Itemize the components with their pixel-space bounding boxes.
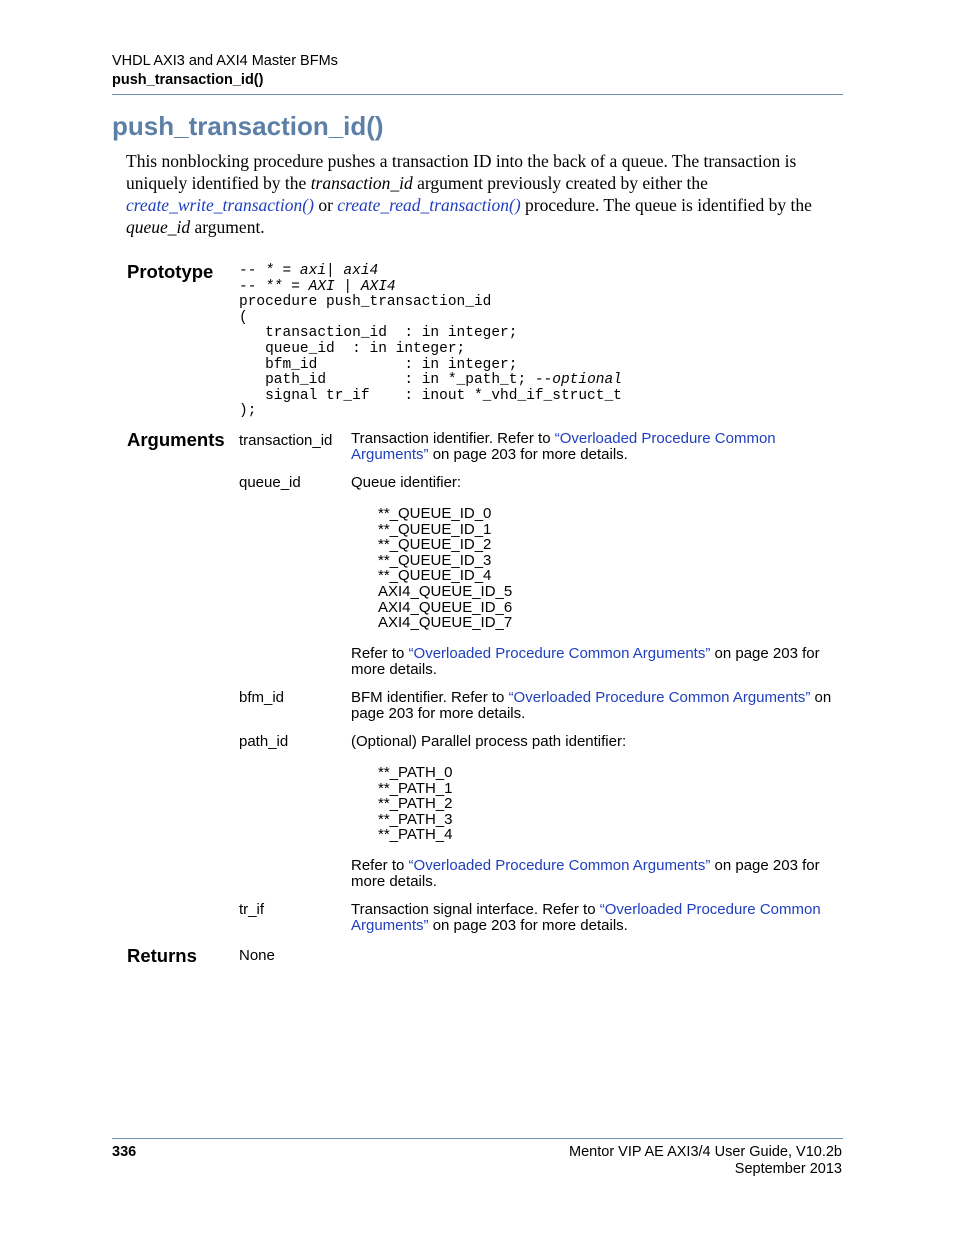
list-item: AXI4_QUEUE_ID_6	[378, 598, 513, 616]
arg-ref-queue-id: Refer to “Overloaded Procedure Common Arguments” on page 203 for more details.	[351, 645, 820, 678]
footer-guide-title: Mentor VIP AE AXI3/4 User Guide, V10.2b	[569, 1144, 842, 1160]
arg-name-queue-id: queue_id	[239, 474, 301, 491]
overloaded-args-link[interactable]: Arguments”	[351, 446, 429, 463]
header-rule	[112, 94, 843, 95]
arg-desc-tr-if: Transaction signal interface. Refer to “Overloaded Procedure Common Arguments” on page 203 for more details.	[351, 901, 821, 934]
queue-id-values	[378, 506, 512, 631]
arg-desc-transaction-id: Transaction identifier. Refer to “Overloaded Procedure Common Arguments” on page 203 for more details.	[351, 430, 776, 463]
list-item: **_QUEUE_ID_0	[378, 505, 492, 522]
running-header-chapter: VHDL AXI3 and AXI4 Master BFMs	[112, 53, 338, 69]
arguments-label: Arguments	[127, 429, 225, 450]
returns-label: Returns	[127, 945, 197, 966]
arg-desc-bfm-id: BFM identifier. Refer to “Overloaded Procedure Common Arguments” on page 203 for more details.	[351, 689, 832, 722]
footer-date: September 2013	[734, 1161, 842, 1177]
list-item: **_QUEUE_ID_1	[378, 520, 492, 538]
create-read-transaction-link[interactable]: create_read_transaction()	[337, 195, 521, 215]
prototype-code: -- * = axi| axi4 -- ** = AXI | AXI4 procedure push_transaction_id ( transaction_id : in integer; queue_id : in integer; bfm_id : in integer; path_id : in *_path_t; --optional signal tr_if : inout *_vhd_if_struct_t );	[239, 263, 622, 420]
list-item: AXI4_QUEUE_ID_7	[378, 614, 513, 632]
list-item: **_PATH_1	[378, 779, 453, 797]
footer-rule	[112, 1138, 843, 1139]
overloaded-args-link[interactable]: “Overloaded Procedure Common Arguments”	[408, 645, 711, 662]
list-item: **_PATH_4	[378, 826, 453, 844]
create-write-transaction-link[interactable]: create_write_transaction()	[126, 195, 314, 215]
arg-name-bfm-id: bfm_id	[239, 689, 285, 706]
list-item: **_PATH_3	[378, 810, 453, 828]
overloaded-args-link[interactable]: “Overloaded Procedure Common Arguments”	[508, 689, 811, 706]
arg-desc-path-id: (Optional) Parallel process path identifier:	[351, 733, 627, 750]
overloaded-args-link[interactable]: “Overloaded Procedure Common	[554, 430, 776, 447]
list-item: **_QUEUE_ID_2	[378, 536, 492, 554]
transaction-id-term: transaction_id	[310, 173, 413, 193]
page-title: push_transaction_id()	[112, 111, 384, 141]
queue-id-term: queue_id	[126, 217, 191, 237]
arg-name-transaction-id: transaction_id	[239, 432, 333, 449]
list-item: AXI4_QUEUE_ID_5	[378, 582, 513, 600]
footer-guide-info	[569, 1144, 842, 1178]
overloaded-args-link[interactable]: Arguments”	[351, 917, 429, 934]
list-item: **_QUEUE_ID_4	[378, 567, 492, 585]
list-item: **_QUEUE_ID_3	[378, 551, 492, 569]
returns-value: None	[239, 947, 275, 964]
overloaded-args-link[interactable]: “Overloaded Procedure Common Arguments”	[408, 857, 711, 874]
overloaded-args-link[interactable]: “Overloaded Procedure Common	[599, 901, 821, 918]
list-item: **_PATH_0	[378, 764, 453, 781]
arg-name-tr-if: tr_if	[239, 901, 265, 918]
arg-desc-queue-id: Queue identifier:	[351, 474, 462, 491]
path-id-values	[378, 765, 452, 843]
page-number: 336	[112, 1144, 137, 1160]
prototype-label: Prototype	[127, 261, 214, 282]
list-item: **_PATH_2	[378, 795, 453, 813]
arg-ref-path-id: Refer to “Overloaded Procedure Common Arguments” on page 203 for more details.	[351, 857, 820, 890]
running-header-section: push_transaction_id()	[112, 72, 264, 88]
arg-name-path-id: path_id	[239, 733, 289, 750]
intro-paragraph: This nonblocking procedure pushes a transaction ID into the back of a queue. The transaction is uniquely identified by the transaction_id argument previously created by either the create_write_transaction() or create_read_transaction() procedure. The queue is identified by the queue_id argument.	[126, 151, 812, 237]
